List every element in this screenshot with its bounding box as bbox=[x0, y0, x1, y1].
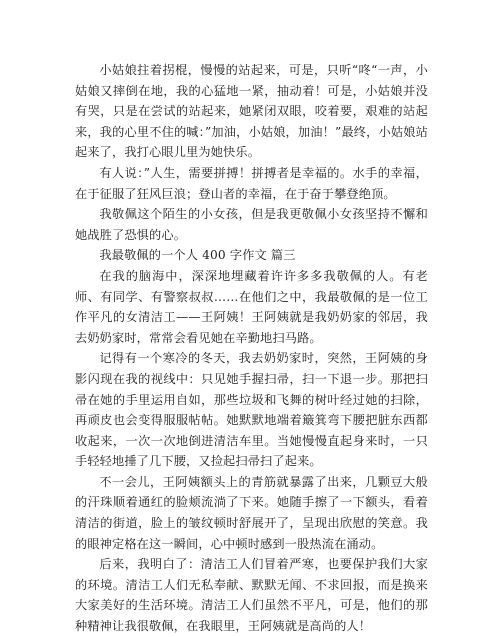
paragraph-quote-struggle: 有人说：”人生，需要拼搏！拼搏者是幸福的。水手的幸福，在于征服了狂风巨浪；登山者的幸福，在于奋于攀登绝顶。 bbox=[75, 165, 428, 201]
paragraph-girl-stands: 小姑娘拄着拐棍，慢慢的站起来，可是，只听“咚“一声，小姑娘又摔倒在地，我的心猛地一紧，抽动着！可是，小姑娘并没有哭，只是在尝试的站起来，她紧闭双眼，咬着要，艰难的站起来，我的心里不住的喊：”加油，小姑娘，加油！”最终，小姑娘站起来了，我打心眼儿里为她快乐。 bbox=[75, 63, 428, 160]
paragraph-admiration-girl: 我敬佩这个陌生的小女孩，但是我更敬佩小女孩坚持不懈和她战胜了恐惧的心。 bbox=[75, 207, 428, 242]
section-title: 我最敬佩的一个人 400 字作文 篇三 bbox=[99, 248, 296, 263]
paragraph-cold-winter: 记得有一个寒冷的冬天，我去奶奶家时，突然，王阿姨的身影闪现在我的视线中：只见她手握扫帚，扫一下退一步。那把扫帚在她的手里运用自如，那些垃圾和飞舞的树叶经过她的扫除，再顽皮也会变得服服帖帖。她默默地端着簸箕弯下腰把脏东西都收起来，一次一次地倒进清洁车里。当她慢慢直起身来时，一只手轻轻地捶了几下腰，又捡起扫帚扫了起来。 bbox=[75, 351, 428, 469]
paragraph-cleaner-intro: 在我的脑海中，深深地埋藏着许许多多我敬佩的人。有老师、有同学、有警察叔叔……在他们之中，我最敬佩的是一位工作平凡的女清洁工——王阿姨！王阿姨就是我奶奶家的邻居，我去奶奶家时，常常会看见她在辛勤地扫马路。 bbox=[75, 268, 428, 345]
document-body bbox=[75, 60, 428, 637]
paragraph-sweat: 不一会儿，王阿姨额头上的青筋就暴露了出来，几颗豆大般的汗珠顺着通红的脸颊流淌了下来。她随手擦了一下额头，看着清洁的街道，脸上的皱纹顿时舒展开了，呈现出欣慰的笑意。我的眼神定格在这一瞬间，心中顿时感到一股热流在涌动。 bbox=[75, 474, 428, 551]
paragraph-conclusion: 后来，我明白了：清洁工人们冒着严寒，也要保护我们大家的环境。清洁工人们无私奉献、默默无闻、不求回报，而是换来大家美好的生活环境。清洁工人们虽然不平凡，可是，他们的那种精神让我很敬佩，在我眼里，王阿姨就是高尚的人！ bbox=[75, 557, 428, 634]
